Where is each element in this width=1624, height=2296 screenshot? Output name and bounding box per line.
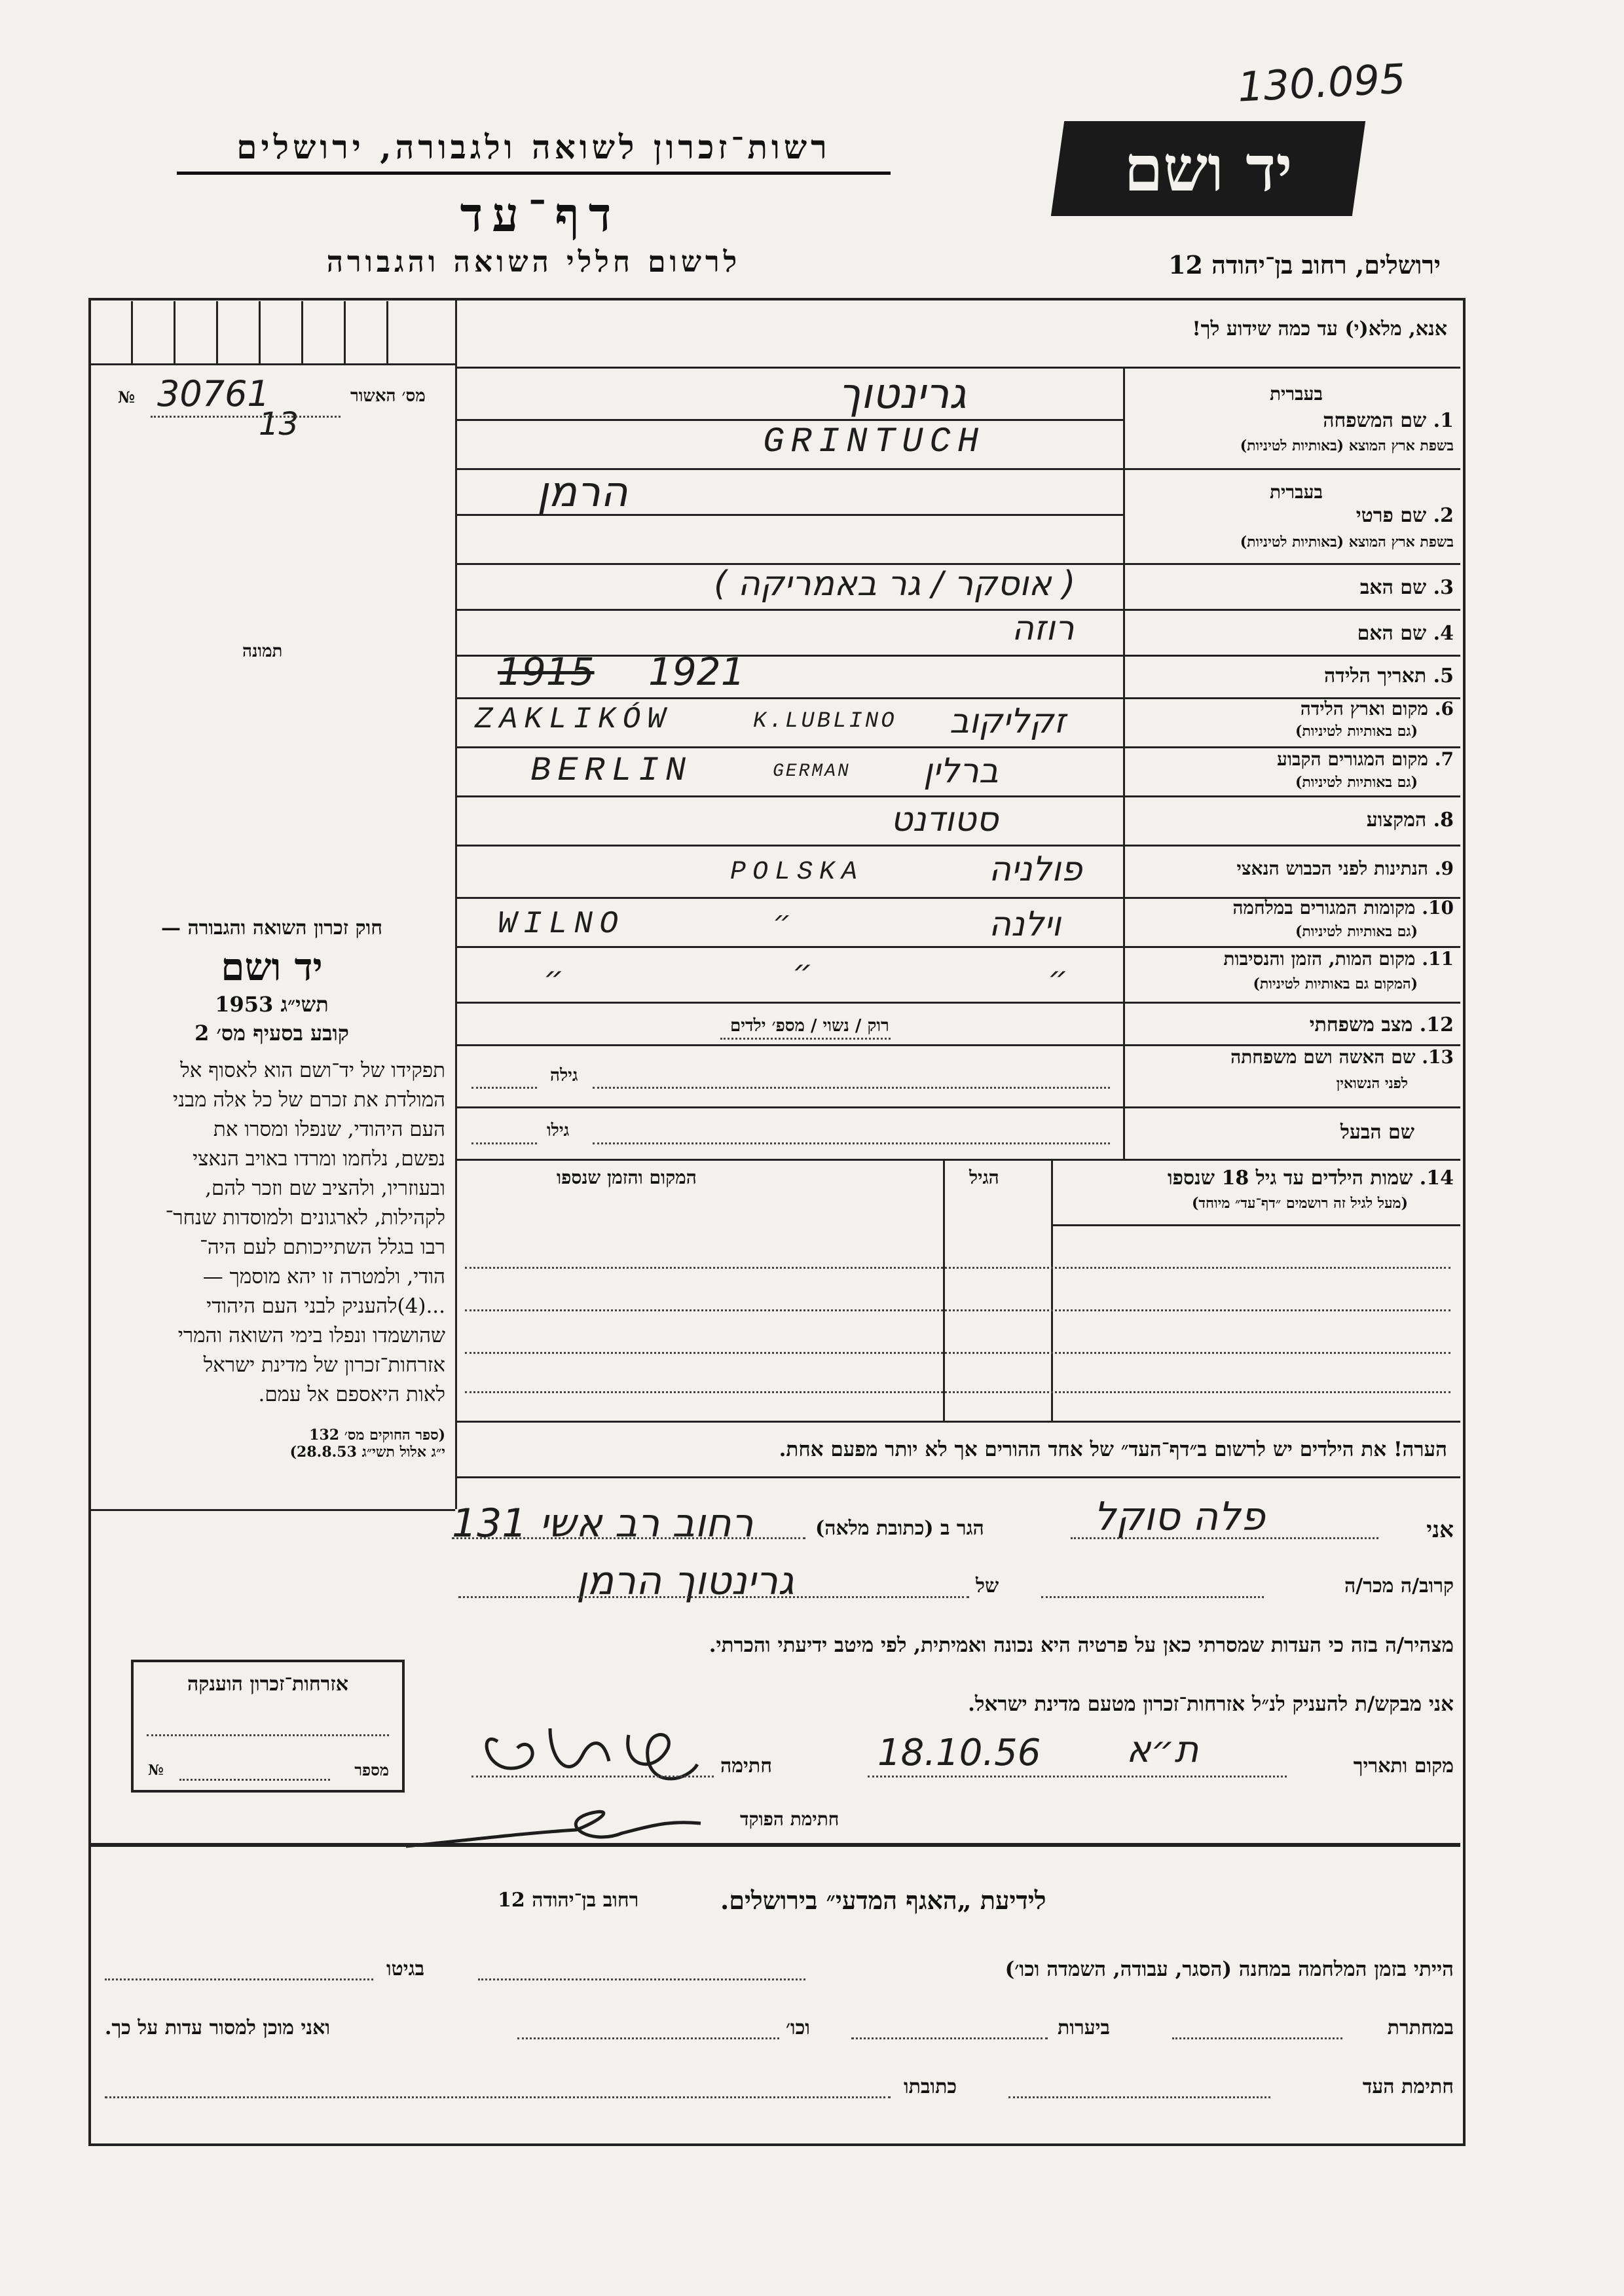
f13-sub: לפני הנשואין xyxy=(1336,1075,1408,1092)
citizenship-no-mark: № xyxy=(148,1762,164,1779)
place-date-label: מקום ותאריך xyxy=(1353,1755,1454,1777)
form-title: דף־עד xyxy=(460,187,621,242)
relative-label: קרוב/ה מכר/ה xyxy=(1344,1575,1454,1597)
info-line3-start: חתימת העד xyxy=(1362,2075,1454,2098)
law-title: חוק זכרון השואה והגבורה — xyxy=(161,917,382,939)
citizenship-box xyxy=(131,1660,405,1793)
f4-value: רוזה xyxy=(1012,609,1075,648)
f3-label: 3. שם האב xyxy=(1359,576,1454,599)
info-address: רחוב בן־יהודה 12 xyxy=(498,1889,639,1912)
f9-label: 9. הנתינות לפני הכבוש הנאצי xyxy=(1236,858,1454,879)
info-line2-etc: וכו׳ xyxy=(786,2016,810,2039)
declarant-address: רחוב רב אשי 131 xyxy=(452,1501,754,1546)
approval-number: 30761 xyxy=(157,373,270,414)
f11-sub: (המקום גם באותיות לטיניות) xyxy=(1253,975,1418,993)
address: ירושלים, רחוב בן־יהודה 12 xyxy=(1168,250,1441,280)
info-line2-mid: ביערות xyxy=(1058,2016,1111,2039)
law-line: ובעוזריו, ולהציב שם וזכר להם, xyxy=(205,1176,445,1200)
f13-age: גילה xyxy=(550,1066,578,1085)
approval-sub: 13 xyxy=(259,406,299,443)
f11-label: 11. מקום המות, הזמן והנסיבות xyxy=(1223,948,1454,970)
f7-lat-value: BERLIN xyxy=(530,752,693,790)
f6-lat-value: ZAKLIKÓW xyxy=(475,702,672,737)
f2-sub: בשפת ארץ המוצא (באותיות לטיניות) xyxy=(1240,534,1454,551)
f1-lat-value: GRINTUCH xyxy=(763,422,986,462)
place-value: ת״א xyxy=(1126,1728,1199,1771)
f2-label: 2. שם פרטי xyxy=(1356,504,1454,527)
citizenship-number-label: מספר xyxy=(354,1760,389,1779)
approval-label: מס׳ האשור xyxy=(350,386,426,406)
info-title: לידיעת „האגף המדעי״ בירושלים. xyxy=(720,1886,1046,1915)
f5-value-crossed: 1915 xyxy=(498,649,595,694)
of-value: גרינטוך הרמן xyxy=(576,1558,794,1604)
f9-lat-value: POLSKA xyxy=(730,858,864,887)
children-label: 14. שמות הילדים עד גיל 18 שנספו xyxy=(1167,1167,1454,1190)
law-year: תשי״ג 1953 xyxy=(215,992,329,1017)
law-line: הודי, ולמטרה זו יהא מוסמך — xyxy=(202,1265,445,1288)
photo-label: תמונה xyxy=(242,642,283,661)
f10-ditto-mark: ״ xyxy=(773,905,792,938)
info-line3-mid: כתובתו xyxy=(904,2075,957,2098)
law-clause: קובע בסעיף מס׳ 2 xyxy=(194,1021,349,1046)
f3-value: ( אוסקר / גר באמריקה ) xyxy=(714,564,1076,604)
authority-title: רשות־זכרון לשואה ולגבורה, ירושלים xyxy=(177,128,891,175)
form-subtitle: לרשום חללי השואה והגבורה xyxy=(326,246,741,279)
approval-no-mark: № xyxy=(118,388,136,407)
info-line1-end: בגיטו xyxy=(386,1958,425,1980)
of-label: של xyxy=(976,1575,999,1597)
f8-value: סטודנט xyxy=(891,800,999,839)
law-line: שהושמדו ונפלו בימי השואה והמרי xyxy=(177,1324,445,1347)
declarant-i-label: אני xyxy=(1426,1517,1454,1543)
husband-label: שם הבעל xyxy=(1340,1121,1414,1144)
f6-label: 6. מקום וארץ הלידה xyxy=(1300,698,1454,720)
f1-label: 1. שם המשפחה xyxy=(1323,409,1454,432)
law-line: רבו בגלל השתייכותם לעם היה־ xyxy=(199,1235,445,1259)
f10-sub: (גם באותיות לטיניות) xyxy=(1295,923,1418,940)
f11-ditto-mark: ״ xyxy=(544,960,564,996)
f5-label: 5. תאריך הלידה xyxy=(1324,665,1454,687)
law-line: תפקידו של יד־ושם הוא לאסוף אל xyxy=(180,1059,445,1082)
law-line: המולדת את זכרם של כל אלה מבני xyxy=(172,1088,445,1112)
info-line1: הייתי בזמן המלחמה במחנה (הסגר, עבודה, השמדה וכו׳) xyxy=(1005,1958,1454,1981)
signature-stroke xyxy=(487,1728,697,1779)
f5-value: 1921 xyxy=(648,649,745,694)
f13-label: 13. שם האשה ושם משפחתה xyxy=(1230,1046,1454,1068)
declarant-name: פלה סוקל xyxy=(1094,1494,1265,1540)
children-sub: (מעל לגיל זה רושמים ״דף־עד״ מיוחד) xyxy=(1191,1195,1408,1212)
law-box xyxy=(98,917,445,1461)
f6-sub: (גם באותיות לטיניות) xyxy=(1295,723,1418,740)
f8-label: 8. המקצוע xyxy=(1366,809,1454,831)
f6-lat-value-2: K.LUBLINO xyxy=(753,709,897,734)
note: הערה! את הילדים יש לרשום ב״דף־העד״ של אחד ההורים אך לא יותר מפעם אחת. xyxy=(779,1438,1447,1461)
f6-heb-value: זקליקוב xyxy=(950,702,1066,741)
date-value: 18.10.56 xyxy=(877,1732,1041,1774)
f1-sub: בשפת ארץ המוצא (באותיות לטיניות) xyxy=(1240,437,1454,454)
archive-number: 130.095 xyxy=(1236,54,1407,111)
f1-heb-tag: בעברית xyxy=(1269,383,1323,405)
f2-heb-value: הרמן xyxy=(537,468,628,517)
info-line2-start: במחתרת xyxy=(1387,2016,1454,2039)
f7-label: 7. מקום המגורים הקבוע xyxy=(1277,748,1454,770)
signature xyxy=(471,1702,707,1800)
officer-signature xyxy=(393,1794,733,1866)
declaration-text: מצהיר/ה בזה כי העדות שמסרתי כאן על פרטיה היא נכונה ואמיתית, לפי מיטב ידיעתי והכרתי. xyxy=(709,1633,1454,1657)
law-line: לקהילות, לארגונים ולמוסדות שנחר־ xyxy=(165,1206,445,1230)
signature-label: חתימה xyxy=(720,1755,772,1777)
f11-ditto-mark: ״ xyxy=(792,953,813,990)
law-name: יד ושם xyxy=(221,945,323,989)
f11-ditto-mark: ״ xyxy=(1048,960,1068,996)
logo-text: יד ושם xyxy=(1124,132,1293,206)
f7-heb-value: ברלין xyxy=(923,752,999,791)
citizenship-title: אזרחות־זכרון הוענקה xyxy=(187,1673,349,1696)
f9-heb-value: פולניה xyxy=(989,850,1082,889)
f7-lat-value-2: GERMAN xyxy=(773,761,851,782)
f12-label: 12. מצב משפחתי xyxy=(1309,1013,1454,1036)
children-col-age: הגיל xyxy=(969,1167,999,1188)
f2-heb-tag: בעברית xyxy=(1269,481,1323,503)
husband-age: גילו xyxy=(547,1121,570,1140)
officer-label: חתימת הפוקד xyxy=(740,1808,840,1830)
officer-signature-stroke xyxy=(406,1812,701,1846)
children-col-place: המקום והזמן שנספו xyxy=(557,1167,697,1188)
f10-lat-value: WILNO xyxy=(498,907,625,942)
law-source: (ספר החוקים מס׳ 132 xyxy=(309,1427,445,1444)
law-text xyxy=(98,1056,445,1410)
law-source-date: י״ג אלול תשי״ג 28.8.53) xyxy=(289,1444,445,1461)
f10-heb-value: וילנה xyxy=(989,905,1061,944)
f12-value: רוק / נשוי / מספ׳ ילדים xyxy=(730,1016,889,1036)
f7-sub: (גם באותיות לטיניות) xyxy=(1295,774,1418,791)
f4-label: 4. שם האם xyxy=(1357,622,1454,645)
yad-vashem-logo xyxy=(1051,121,1365,216)
law-line: ...(4)להעניק לבני העם היהודי xyxy=(206,1294,445,1318)
f10-label: 10. מקומות המגורים במלחמה xyxy=(1232,897,1454,919)
law-line: לאות היאספם אל עמם. xyxy=(258,1383,445,1406)
f1-heb-value: גרינטוך xyxy=(838,370,967,418)
resides-label: הגר ב (כתובת מלאה) xyxy=(815,1517,984,1540)
info-line2-end: ואני מוכן למסור עדות על כך. xyxy=(105,2016,331,2039)
request-text: אני מבקש/ת להעניק לנ״ל אזרחות־זכרון מטעם מדינת ישראל. xyxy=(968,1692,1454,1716)
law-line: העם היהודי, שנפלו ומסרו את xyxy=(213,1118,445,1141)
law-line: נפשם, נלחמו ומרדו באויב הנאצי xyxy=(193,1147,445,1171)
instruction: אנא, מלא(י) עד כמה שידוע לך! xyxy=(1192,318,1447,340)
law-line: אזרחות־זכרון של מדינת ישראל xyxy=(203,1353,445,1377)
